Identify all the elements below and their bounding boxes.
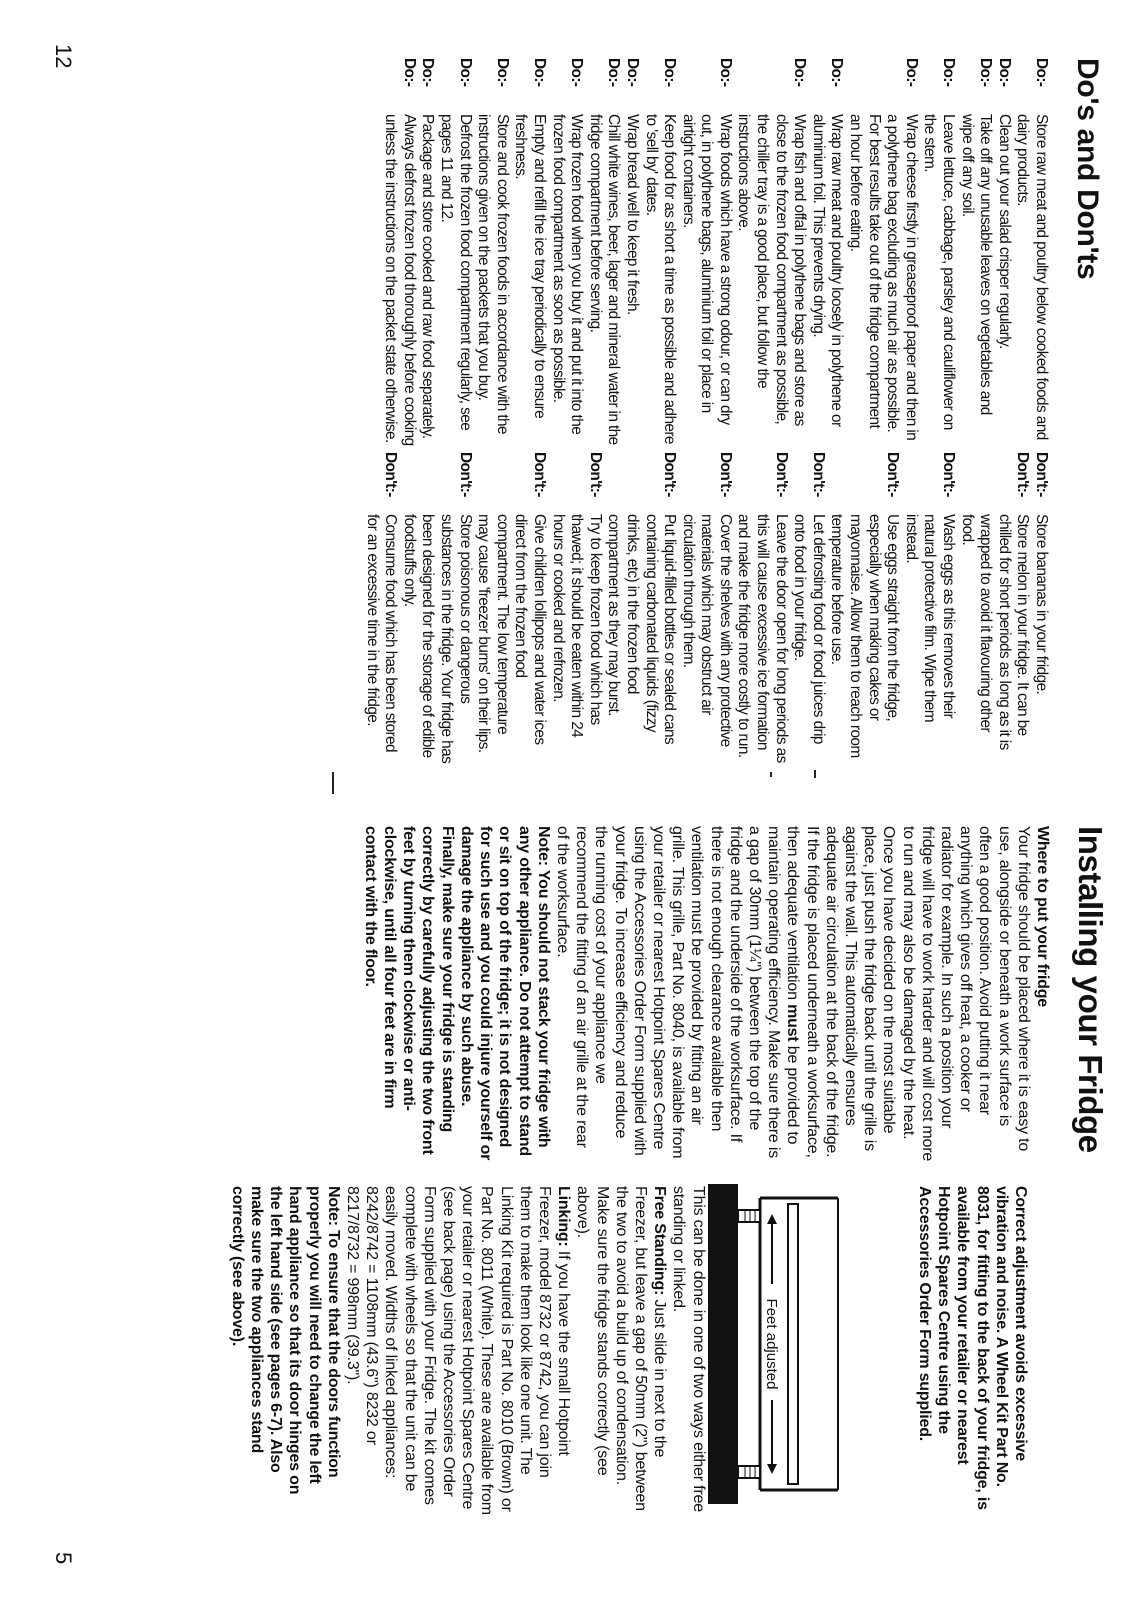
item-prefix: Don't:- bbox=[716, 452, 734, 497]
do-item bbox=[641, 58, 678, 446]
item-prefix: Don't:- bbox=[382, 452, 400, 497]
page-number-left: 12 bbox=[51, 44, 76, 69]
item-text: Store bananas in your fridge. bbox=[1033, 514, 1050, 695]
item-text: Use eggs straight from the fridge, especially when making cakes or mayonnaise. Allow them to reach room temperature before use. bbox=[828, 514, 902, 758]
item-text: Chill white wines, beer, lager and mineral water in the fridge compartment before serving. bbox=[586, 114, 623, 445]
floor-slab bbox=[708, 1184, 738, 1504]
do-item bbox=[678, 58, 734, 446]
page-number-right: 5 bbox=[51, 1552, 76, 1565]
do-item bbox=[994, 58, 1013, 446]
item-prefix: Don't:- bbox=[809, 452, 827, 497]
dont-item bbox=[678, 452, 734, 764]
scan-mark bbox=[332, 772, 334, 794]
item-prefix: Don't:- bbox=[530, 452, 548, 497]
do-item bbox=[808, 58, 845, 446]
item-text: Store raw meat and poultry below cooked foods and dairy products. bbox=[1014, 114, 1050, 440]
item-prefix: Do:- bbox=[530, 58, 548, 87]
do-item bbox=[920, 58, 957, 446]
right-foot-icon bbox=[738, 1466, 760, 1478]
item-prefix: Do:- bbox=[623, 58, 641, 87]
item-text: Cover the shelves with any protective materials which may obstruct air circulation through them. bbox=[679, 514, 734, 747]
dos-column bbox=[381, 58, 1050, 446]
item-text: Wrap foods which have a strong odour, or can dry out, in polythene bags, aluminium foil or place in airtight containers. bbox=[679, 114, 734, 425]
item-text: Wrap fish and offal in polythene bags and store as close to the frozen food compartment as possible, the chiller tray is a good place, but follow the instructions above. bbox=[735, 114, 809, 426]
dont-item bbox=[399, 452, 473, 764]
do-item bbox=[381, 58, 418, 446]
free-standing-text: Just slide in next to the Freezer, but leave a gap of 50mm (2") between the two to avoid a build up of condensation. Make sure the fridge stands correctly (see above). bbox=[574, 1186, 669, 1511]
dont-item bbox=[957, 452, 1031, 764]
item-prefix: Don't:- bbox=[772, 452, 790, 497]
item-text: Wash eggs as this removes their natural protective film. Wipe them instead. bbox=[902, 514, 958, 722]
finally-paragraph: Finally, make sure your fridge is standing correctly by carefully adjusting the two front feet by turning them clockwise or anti-clockwise, until all four feet are in firm contact with the floor. bbox=[361, 826, 456, 1155]
item-text: Always defrost frozen food thoroughly before cooking unless the instructions on the packet state otherwise. bbox=[382, 114, 418, 446]
item-prefix: Don't:- bbox=[1014, 452, 1032, 497]
item-prefix: Don't:- bbox=[884, 452, 902, 497]
must-emphasis: must bbox=[784, 1004, 802, 1042]
do-item bbox=[845, 58, 919, 446]
do-item bbox=[734, 58, 808, 446]
item-text: Take off any unusable leaves on vegetables and wipe off any soil. bbox=[958, 114, 995, 415]
item-prefix: Do:- bbox=[456, 58, 474, 87]
item-text: Clean out your salad crisper regularly. bbox=[995, 114, 1013, 349]
donts-column bbox=[362, 452, 1050, 764]
item-prefix: Don't:- bbox=[661, 452, 679, 497]
item-text: Store melon in your fridge. It can be chilled for short periods as long as it is wrapped to avoid it flavouring other food. bbox=[958, 514, 1032, 750]
scan-mark bbox=[814, 770, 816, 778]
installing-column-1 bbox=[361, 826, 1052, 1162]
do-item bbox=[957, 58, 994, 446]
adjustment-paragraph: Correct adjustment avoids excessive vibration and noise. A Wheel Kit Part No. 8031, for fitting to the back of your fridge, is available from your retailer or nearest Hotpoint Spares Centre using the Accessories Order Form supplied. bbox=[915, 1186, 1029, 1510]
stacking-note: Note: You should not stack your fridge with any other appliance. Do not attempt to stand or sit on top of the fridge; it is not designed for such use and you could injure yourself or damage the appliance by such abuse. bbox=[457, 826, 552, 1161]
linking-label: Linking: bbox=[555, 1186, 573, 1247]
item-prefix: Do:- bbox=[400, 58, 418, 87]
feet-adjusted-diagram bbox=[696, 1184, 856, 1504]
dont-item bbox=[362, 452, 399, 764]
item-prefix: Do:- bbox=[995, 58, 1013, 87]
doors-note: Note: To ensure that the doors function properly you will need to change the left hand appliance so that its door hinges on the left hand side (see pages 6-7). Also make sure the two appliances stand correctly (see above). bbox=[228, 1186, 342, 1495]
dos-and-donts-title: Do's and Don'ts bbox=[1071, 58, 1104, 280]
item-text: Empty and refill the ice tray periodically to ensure freshness. bbox=[512, 114, 548, 419]
item-prefix: Do:- bbox=[493, 58, 511, 87]
where-paragraph-2-text: If the fridge is placed underneath a worksurface, then adequate ventilation bbox=[784, 826, 821, 1158]
left-foot-icon bbox=[738, 1210, 760, 1222]
item-text: Wrap cheese firstly in greaseproof paper and then in a polythene bag excluding as much air as possible. For best results take out of the fridge compartment an hour before eating. bbox=[847, 114, 920, 441]
where-paragraph-1: Your fridge should be placed where it is easy to use, alongside or beneath a work surface is often a good position. Avoid putting it near anything which gives off heat, a cooker or radiator for example. In such a position your fridge will have to work harder and will cost more to run and may also be damaged by the heat. Once you have decided on the most suitable place, just push the fridge back until the grille is against the wall. This automatically ensures adequate air circulation at the back of the fridge. bbox=[822, 826, 1032, 1162]
do-item bbox=[622, 58, 641, 446]
do-item bbox=[548, 58, 585, 446]
item-text: Leave the door open for long periods as this will cause excessive ice formation and make the fridge more costly to run. bbox=[735, 514, 790, 763]
item-prefix: Do:- bbox=[828, 58, 846, 87]
item-prefix: Don't:- bbox=[940, 452, 958, 497]
dont-item bbox=[604, 452, 678, 764]
item-prefix: Do:- bbox=[1033, 58, 1050, 87]
free-standing-paragraph bbox=[573, 1186, 669, 1516]
do-item bbox=[418, 58, 437, 446]
item-prefix: Do:- bbox=[940, 58, 958, 87]
item-text: Try to keep frozen food which has thawed; it should be eaten within 24 hours or cooked and refrozen. bbox=[549, 514, 604, 738]
item-text: Defrost the frozen food compartment regularly, see pages 11 and 12. bbox=[438, 114, 474, 431]
do-item bbox=[511, 58, 548, 446]
do-item bbox=[1013, 58, 1050, 446]
item-text: Store and cook frozen foods in accordance with the instructions given on the packets that you buy. bbox=[475, 114, 511, 434]
item-text: Store poisonous or dangerous substances in the fridge. Your fridge has been designed for the storage of edible foodstuffs only. bbox=[400, 514, 474, 764]
where-paragraph-2-text-cont: be provided to maintain operating efficiency. Make sure there is a gap of 30mm (1¼") between the top of the fridge and the underside of the worksurface. If there is not enough clearance available then ventilation must be provided by fitting an air grille. This grille, Part No. 8040, is available from your retailer or nearest Hotpoint Spares Centre using the Accessories Order Form supplied with your fridge. To increase efficiency and reduce the running cost of your appliance we recommend the fitting of an air grille at the rear of the worksurface. bbox=[553, 826, 802, 1159]
item-text: Give children lollipops and water ices direct from the frozen food compartment. The low temperature may cause 'freezer burns' on their lips. bbox=[475, 514, 548, 753]
item-prefix: Do:- bbox=[568, 58, 586, 87]
scan-mark bbox=[770, 772, 772, 777]
item-prefix: Don't:- bbox=[586, 452, 604, 497]
feet-adjusted-label: Feet adjusted bbox=[763, 1298, 780, 1390]
item-text: Wrap bread well to keep it fresh. bbox=[623, 114, 641, 315]
dont-item bbox=[1031, 452, 1050, 764]
where-heading: Where to put your fridge bbox=[1034, 826, 1051, 1007]
where-paragraph-2 bbox=[553, 826, 822, 1162]
item-text: Put liquid-filled bottles or sealed cans containing carbonated liquids (fizzy drinks, etc) in the frozen food compartment as they may burst. bbox=[605, 514, 679, 745]
installing-column-2 bbox=[228, 1186, 1031, 1516]
do-item bbox=[585, 58, 622, 446]
item-prefix: Do:- bbox=[902, 58, 920, 87]
dont-item bbox=[548, 452, 604, 764]
item-prefix: Do:- bbox=[716, 58, 734, 87]
free-standing-label: Free Standing: bbox=[651, 1186, 669, 1296]
item-prefix: Do:- bbox=[605, 58, 623, 87]
dont-item bbox=[827, 452, 901, 764]
item-prefix: Do:- bbox=[791, 58, 809, 87]
dont-item bbox=[790, 452, 827, 764]
item-text: Wrap frozen food when you buy it and put it into the frozen food compartment as soon as possible. bbox=[549, 114, 586, 435]
dont-item bbox=[734, 452, 790, 764]
item-prefix: Do:- bbox=[419, 58, 437, 87]
item-text: Package and store cooked and raw food separately. bbox=[419, 114, 437, 439]
linking-paragraph bbox=[343, 1186, 573, 1516]
installing-title: Installing your Fridge bbox=[1072, 826, 1109, 1153]
linking-text: If you have the small Hotpoint Freezer, model 8732 or 8742, you can join them to make them look like one unit. The Linking Kit required is Part No. 8010 (Brown) or Part No. 8011 (White). These are available from your retailer or nearest Hotpoint Spares Centre (see back page) using the Accessories Order Form supplied with your Fridge. The kit comes complete with wheels so that the unit can be easily moved. Widths of linked appliances: 8242/8742 = 1108mm (43.6") 8232 or 8217/8732 = 998mm (39.3"). bbox=[343, 1186, 573, 1515]
item-text: Consume food which has been stored for an excessive time in the fridge. bbox=[363, 514, 400, 752]
item-prefix: Don't:- bbox=[1033, 452, 1050, 497]
item-prefix: Don't:- bbox=[456, 452, 474, 497]
item-prefix: Do:- bbox=[661, 58, 679, 87]
item-prefix: Do:- bbox=[977, 58, 995, 87]
dont-item bbox=[901, 452, 957, 764]
item-text: Leave lettuce, cabbage, parsley and cauliflower on the stem. bbox=[921, 114, 958, 430]
freezer-intro: This can be done in one of two ways either free standing or linked. bbox=[670, 1186, 707, 1512]
dont-item bbox=[474, 452, 548, 764]
item-text: Keep food for as short a time as possible and adhere to 'sell by' dates. bbox=[642, 114, 679, 444]
do-item bbox=[474, 58, 511, 446]
item-text: Wrap raw meat and poultry loosely in polythene or aluminium foil. This prevents drying. bbox=[809, 114, 846, 427]
do-item bbox=[436, 58, 473, 446]
item-text: Let defrosting food or food juices drip onto food in your fridge. bbox=[791, 514, 827, 744]
